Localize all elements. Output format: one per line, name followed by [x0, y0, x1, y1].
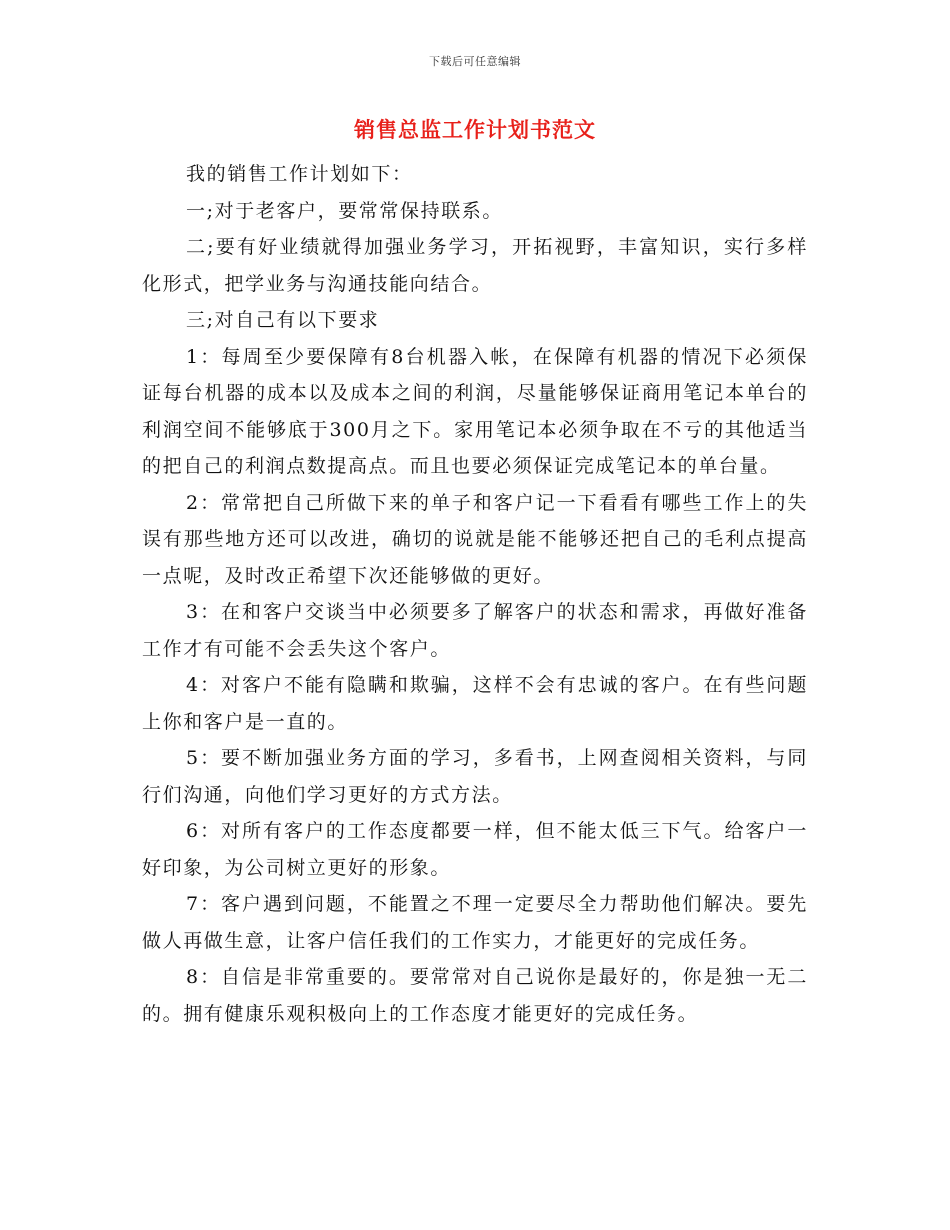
- paragraph-item-3: 三;对自己有以下要求: [186, 309, 380, 331]
- paragraph-requirement-7: 7：客户遇到问题，不能置之不理一定要尽全力帮助他们解决。要先做人再做生意，让客户信任我们的工作实力，才能更好的完成任务。: [142, 893, 808, 952]
- document-body: [142, 156, 808, 1032]
- paragraph-intro: 我的销售工作计划如下：: [186, 163, 413, 185]
- paragraph-requirement-8: 8：自信是非常重要的。要常常对自己说你是最好的，你是独一无二的。拥有健康乐观积极向上的工作态度才能更好的完成任务。: [142, 966, 808, 1025]
- paragraph-requirement-3: 3：在和客户交谈当中必须要多了解客户的状态和需求，再做好准备工作才有可能不会丢失这个客户。: [142, 601, 808, 660]
- header-note: 下载后可任意编辑: [429, 55, 521, 68]
- paragraph-requirement-6: 6：对所有客户的工作态度都要一样，但不能太低三下气。给客户一好印象，为公司树立更好的形象。: [142, 820, 808, 879]
- paragraph-requirement-5: 5：要不断加强业务方面的学习，多看书，上网查阅相关资料，与同行们沟通，向他们学习更好的方式方法。: [142, 747, 808, 806]
- document-title: 销售总监工作计划书范文: [354, 118, 596, 142]
- paragraph-requirement-1: 1：每周至少要保障有8台机器入帐，在保障有机器的情况下必须保证每台机器的成本以及成本之间的利润，尽量能够保证商用笔记本单台的利润空间不能够底于300月之下。家用笔记本必须争取在不亏的其他适当的把自己的利润点数提高点。而且也要必须保证完成笔记本的单台量。: [142, 345, 808, 477]
- paragraph-requirement-4: 4：对客户不能有隐瞒和欺骗，这样不会有忠诚的客户。在有些问题上你和客户是一直的。: [142, 674, 808, 733]
- paragraph-requirement-2: 2：常常把自己所做下来的单子和客户记一下看看有哪些工作上的失误有那些地方还可以改进，确切的说就是能不能够还把自己的毛利点提高一点呢，及时改正希望下次还能够做的更好。: [142, 491, 808, 587]
- paragraph-item-1: 一;对于老客户，要常常保持联系。: [186, 199, 504, 222]
- paragraph-item-2: 二;要有好业绩就得加强业务学习，开拓视野，丰富知识，实行多样化形式，把学业务与沟通技能向结合。: [142, 236, 808, 295]
